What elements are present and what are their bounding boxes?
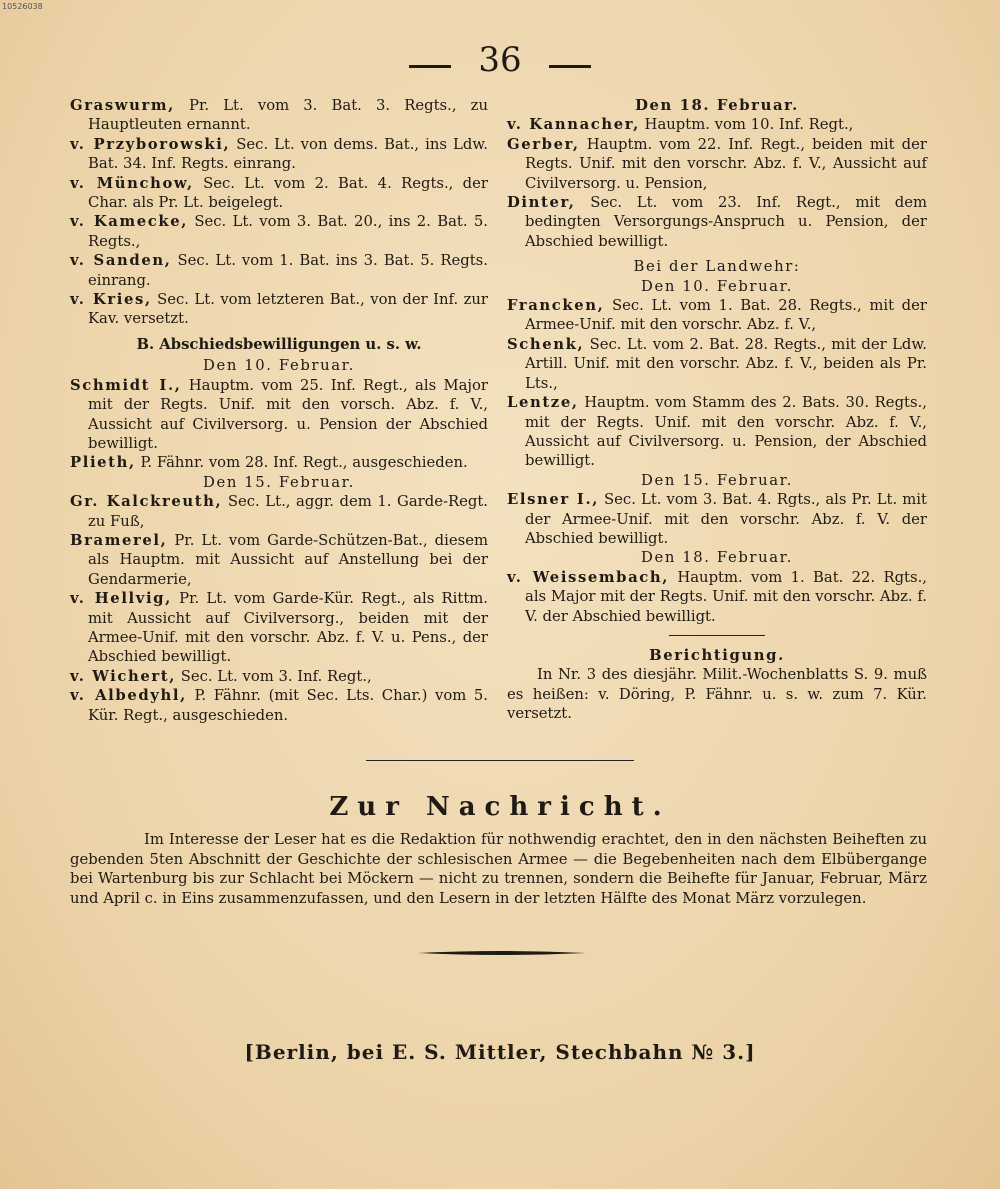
entry-text: Hauptm. vom 22. Inf. Regt., beiden mit der Regts. Unif. mit den vorschr. Abz. f. V., Aussicht auf Civilversorg. u. Pension, [525,135,927,192]
entry-name: Gerber, [507,135,580,153]
header-dash-left [409,65,451,68]
entry [70,174,488,213]
entry-name: v. Sanden, [70,252,172,270]
section-b-heading: B. Abschiedsbewilligungen u. s. w. [136,335,422,353]
entry [70,589,488,667]
entry [507,490,927,548]
entry [70,96,488,135]
date-heading: Den 15. Februar. [641,471,793,489]
entry-text: Sec. Lt. vom letzteren Bat., von der Inf. zur Kav. versetzt. [88,291,488,328]
entry [70,453,488,472]
entry-text: Sec. Lt. vom 1. Bat. 28. Regts., mit der Armee-Unif. mit den vorschr. Abz. f. V., [525,297,927,334]
divider [669,635,765,636]
date-heading: Den 10. Februar. [641,277,793,295]
entry-text: Hauptm. vom Stamm des 2. Bats. 30. Regts., mit der Regts. Unif. mit den vorschr. Abz. f. V., Aussicht auf Civilversorg. u. Pension, der Abschied bewilligt. [525,394,927,470]
entry-name: v. Wichert, [70,667,176,685]
page-number: 36 [478,40,522,80]
nachricht-text: Im Interesse der Leser hat es die Redaktion für nothwendig erachtet, den in den nächsten Beiheften zu gebenden 5ten Abschnitt der Geschichte der schlesischen Armee — die Begebenheiten nach dem Elbübergange bei Wartenburg bis zur Schlacht bei Möckern — nicht zu trennen, sondern die Beihefte für Januar, Februar, März und April c. in Eins zusammenzufassen, und den Lesern in der letzten Hälfte des Monat März vorzulegen. [70,831,927,907]
entry [507,335,927,393]
entry [507,393,927,471]
berichtigung-text: In Nr. 3 des diesjähr. Milit.-Wochenblatts S. 9. muß es heißen: v. Döring, P. Fähnr. u. s. w. zum 7. Kür. versetzt. [507,666,927,723]
entry [507,193,927,251]
entry [70,492,488,531]
entry [507,135,927,193]
entry-text: Hauptm. vom 25. Inf. Regt., als Major mit der Regts. Unif. mit den vorsch. Abz. f. V., Aussicht auf Civilversorg. u. Pension der Abschied bewilligt. [88,376,488,452]
berichtigung-heading: Berichtigung. [649,646,785,664]
entry-name: Plieth, [70,454,136,472]
entry [70,686,488,725]
date-heading: Den 18. Februar. [641,549,793,567]
left-column [70,96,488,725]
entry [70,290,488,329]
right-column [507,96,927,724]
entry-text: Sec. Lt. vom 3. Bat. 4. Rgts., als Pr. Lt. mit der Armee-Unif. mit den vorschr. Abz. f. V. der Abschied bewilligt. [525,491,927,547]
entry-name: v. Kamecke, [70,213,188,231]
entry-text: Sec. Lt. vom 3. Bat. 20., ins 2. Bat. 5. Regts., [88,213,488,250]
entry-text: P. Fähnr. (mit Sec. Lts. Char.) vom 5. Kür. Regt., ausgeschieden. [88,687,488,724]
entry-name: Schenk, [507,335,585,353]
divider [366,760,634,761]
entry-name: v. Kannacher, [507,116,640,134]
entry-text: Sec. Lt., aggr. dem 1. Garde-Regt. zu Fuß, [88,493,488,530]
entry [507,568,927,626]
entry-name: Graswurm, [70,97,175,114]
entry [70,531,488,589]
entry [70,376,488,454]
entry [70,212,488,251]
entry-text: Sec. Lt. vom 2. Bat. 28. Regts., mit der Ldw. Artill. Unif. mit den vorschr. Abz. f. V., beiden als Pr. Lts., [525,335,927,392]
entry [70,251,488,290]
entry [70,667,488,686]
entry-name: Bramerel, [70,531,168,549]
entry-text: Sec. Lt. vom 1. Bat. ins 3. Bat. 5. Regts. einrang. [88,252,488,289]
date-heading: Den 10. Februar. [203,357,355,375]
entry [70,135,488,174]
scan-id: 10526038 [2,2,43,11]
entry-text: Sec. Lt. vom 23. Inf. Regt., mit dem bedingten Versorgungs-Anspruch u. Pension, der Abschied bewilligt. [525,194,927,250]
ornament-rule [418,950,586,956]
entry-name: Schmidt I., [70,376,182,394]
entry-text: Sec. Lt. vom 3. Inf. Regt., [180,667,372,685]
date-heading: Den 18. Februar. [635,97,799,114]
page-header [0,40,1000,80]
entry [507,296,927,335]
entry-text: Hauptm. vom 10. Inf. Regt., [644,116,854,134]
landwehr-heading: Bei der Landwehr: [633,258,801,276]
entry-name: v. Hellvig, [70,590,172,608]
entry-text: P. Fähnr. vom 28. Inf. Regt., ausgeschieden. [140,454,468,472]
entry-text: Hauptm. vom 1. Bat. 22. Rgts., als Major mit der Regts. Unif. mit den vorschr. Abz. f. V. der Abschied bewilligt. [525,568,927,625]
date-heading: Den 15. Februar. [203,473,355,491]
entry-name: Gr. Kalckreuth, [70,493,223,511]
entry-name: Elsner I., [507,491,599,509]
entry-text: Pr. Lt. vom 3. Bat. 3. Regts., zu Hauptleuten ernannt. [88,97,488,134]
entry-name: v. Albedyhl, [70,687,187,705]
imprint: [Berlin, bei E. S. Mittler, Stechbahn № 3.] [244,1040,756,1064]
entry-text: Pr. Lt. vom Garde-Schützen-Bat., diesem als Hauptm. mit Aussicht auf Anstellung bei der Gendarmerie, [88,531,488,588]
entry-name: Dinter, [507,194,576,212]
entry-name: v. Münchow, [70,174,194,192]
entry-name: v. Kries, [70,291,152,309]
entry-name: Francken, [507,297,605,315]
entry-text: Pr. Lt. vom Garde-Kür. Regt., als Rittm. mit Aussicht auf Civilversorg., beiden mit der Armee-Unif. mit den vorschr. Abz. f. V. u. Pens., der Abschied bewilligt. [88,590,488,666]
entry-name: Lentze, [507,394,579,412]
header-dash-right [549,65,591,68]
entry [507,115,927,134]
entry-name: v. Przyborowski, [70,135,231,153]
nachricht-title: Zur Nachricht. [329,792,671,822]
entry-text: Sec. Lt. von dems. Bat., ins Ldw. Bat. 34. Inf. Regts. einrang. [88,135,488,173]
entry-text: Sec. Lt. vom 2. Bat. 4. Regts., der Char. als Pr. Lt. beigelegt. [88,174,488,212]
entry-name: v. Weissembach, [507,568,670,586]
